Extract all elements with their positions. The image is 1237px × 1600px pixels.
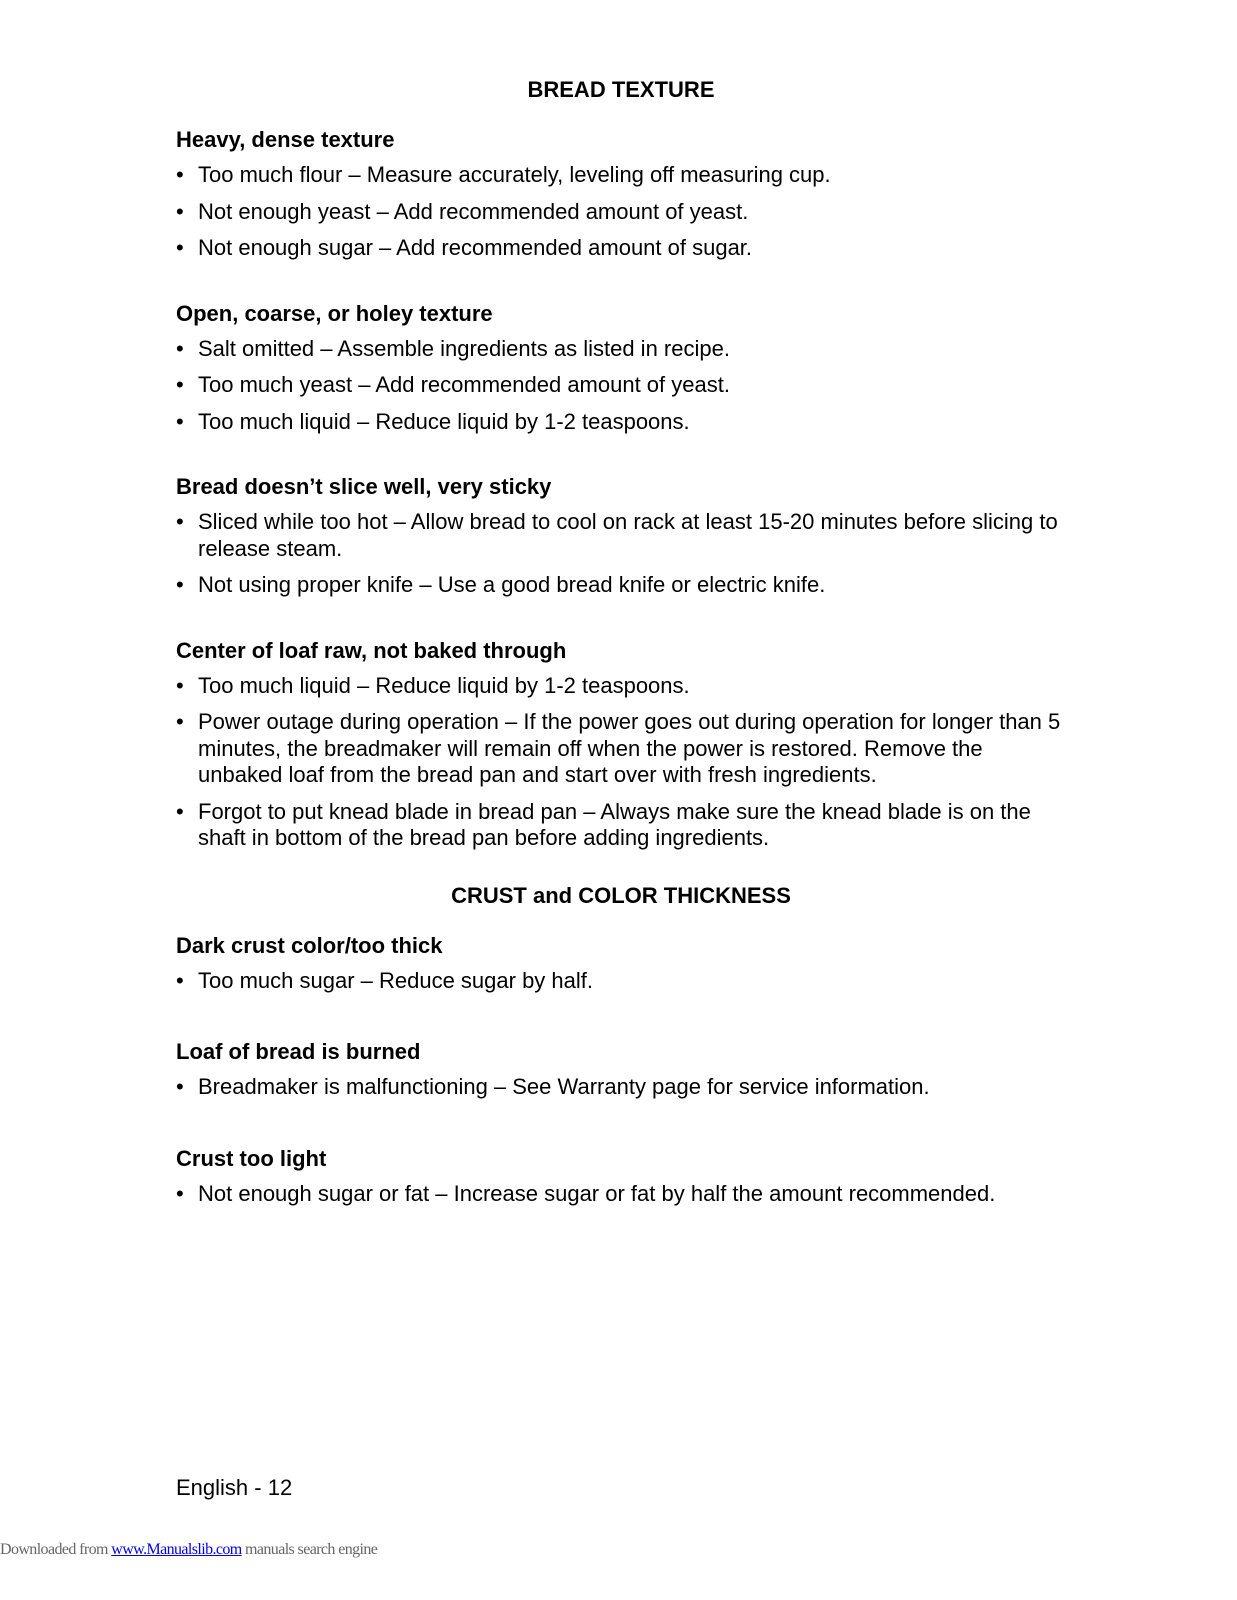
item-list [176, 162, 1066, 262]
list-item: • Forgot to put knead blade in bread pan – Always make sure the knead blade is on the shaft in bottom of the bread pan before adding ingredients. [176, 799, 1066, 852]
download-suffix: manuals search engine [241, 1541, 378, 1558]
manualslib-link[interactable]: www.Manualslib.com [111, 1541, 242, 1558]
item-list [176, 1074, 1066, 1101]
section-center-raw [176, 637, 1066, 852]
subheading: Heavy, dense texture [176, 127, 395, 152]
subheading: Center of loaf raw, not baked through [176, 637, 567, 663]
list-item: • Not using proper knife – Use a good bread knife or electric knife. [176, 572, 1066, 599]
section-open-coarse [176, 300, 1066, 436]
list-item: • Breadmaker is malfunctioning – See Warranty page for service information. [176, 1074, 1066, 1101]
list-item: • Too much liquid – Reduce liquid by 1-2 teaspoons. [176, 409, 1066, 436]
list-item: • Too much flour – Measure accurately, leveling off measuring cup. [176, 162, 1066, 189]
list-item: • Salt omitted – Assemble ingredients as listed in recipe. [176, 336, 1066, 363]
section-crust-light [176, 1145, 1066, 1208]
list-item: • Too much yeast – Add recommended amount of yeast. [176, 372, 1066, 399]
download-prefix: Downloaded from [0, 1541, 112, 1558]
list-item: • Too much sugar – Reduce sugar by half. [176, 968, 1066, 995]
list-item: • Too much liquid – Reduce liquid by 1-2 teaspoons. [176, 673, 1066, 700]
section-heavy-dense [176, 126, 1066, 262]
subheading: Crust too light [176, 1145, 327, 1171]
subheading: Open, coarse, or holey texture [176, 300, 493, 326]
item-list [176, 1181, 1066, 1208]
section-title-bread-texture: BREAD TEXTURE [527, 77, 715, 102]
page-number: English - 12 [176, 1475, 293, 1500]
section-dark-crust [176, 932, 1066, 995]
subheading: Bread doesn’t slice well, very sticky [176, 474, 552, 499]
crust-color-sections [176, 932, 1066, 1208]
subheading: Dark crust color/too thick [176, 932, 443, 958]
list-item: • Not enough sugar or fat – Increase sugar or fat by half the amount recommended. [176, 1181, 1066, 1208]
page-content [176, 76, 1066, 1245]
bread-texture-sections [176, 126, 1066, 852]
item-list [176, 968, 1066, 995]
list-item: • Not enough sugar – Add recommended amount of sugar. [176, 235, 1066, 262]
list-item: • Sliced while too hot – Allow bread to cool on rack at least 15-20 minutes before slicing to release steam. [176, 509, 1066, 562]
download-footer [0, 1541, 377, 1559]
item-list [176, 509, 1066, 599]
section-burned [176, 1038, 1066, 1101]
list-item: • Power outage during operation – If the power goes out during operation for longer than 5 minutes, the breadmaker will remain off when the power is restored. Remove the unbaked loaf from the bread pan and start over with fresh ingredients. [176, 709, 1066, 789]
item-list [176, 336, 1066, 436]
item-list [176, 673, 1066, 852]
section-title-crust-color: CRUST and COLOR THICKNESS [451, 882, 791, 908]
section-slice-sticky [176, 473, 1066, 599]
subheading: Loaf of bread is burned [176, 1039, 421, 1064]
list-item: • Not enough yeast – Add recommended amount of yeast. [176, 199, 1066, 226]
